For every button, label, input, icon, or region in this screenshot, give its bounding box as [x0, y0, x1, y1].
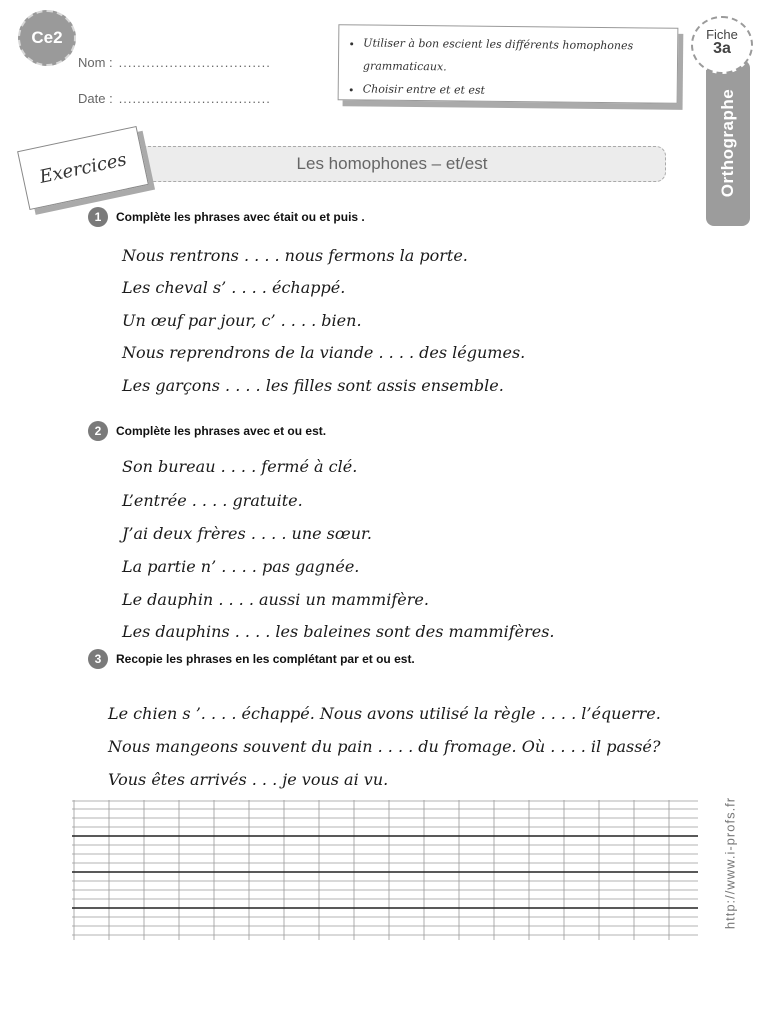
date-label: Date : [78, 91, 113, 106]
exercise-3-header [88, 649, 415, 669]
exercise-instruction: Complète les phrases avec et ou est. [116, 424, 327, 438]
name-dots: ................................. [118, 55, 271, 70]
sentence: L’entrée . . . . gratuite. [122, 491, 303, 510]
date-dots: ................................. [118, 91, 271, 106]
exercise-number-badge: 2 [88, 421, 108, 441]
exercices-tag-label: Exercices [37, 148, 129, 188]
objective-item: • Utiliser à bon escient les différents homophones grammaticaux. [363, 31, 667, 80]
name-label: Nom : [78, 55, 113, 70]
exercices-tag [17, 126, 149, 210]
sentence: Nous reprendrons de la viande . . . . des légumes. [122, 343, 526, 362]
sentence: Les dauphins . . . . les baleines sont des mammifères. [122, 622, 555, 641]
objective-item: • Choisir entre et et est [363, 77, 667, 103]
objectives-list [347, 31, 668, 103]
sentence: Son bureau . . . . fermé à clé. [122, 457, 358, 476]
fiche-badge [691, 16, 753, 74]
exercise-number-badge: 1 [88, 207, 108, 227]
subject-tab [706, 60, 750, 226]
title-bar [118, 146, 666, 182]
sentence: Nous rentrons . . . . nous fermons la porte. [122, 246, 468, 265]
sentence: Le dauphin . . . . aussi un mammifère. [122, 590, 429, 609]
subject-label: Orthographe [718, 88, 737, 198]
source-url [718, 788, 742, 938]
writing-lines[interactable] [72, 800, 698, 940]
sentence: Vous êtes arrivés . . . je vous ai vu. [108, 770, 389, 789]
exercise-number-badge: 3 [88, 649, 108, 669]
exercise-1-header [88, 207, 365, 227]
date-field [78, 91, 271, 106]
exercise-instruction: Recopie les phrases en les complétant par et ou est. [116, 652, 415, 666]
fiche-label: Fiche [706, 27, 738, 42]
sentence: La partie n’ . . . . pas gagnée. [122, 557, 360, 576]
writing-grid [72, 800, 698, 940]
source-url-text: http://www.i-profs.fr [722, 796, 738, 930]
sentence: Les cheval s’ . . . . échappé. [122, 278, 346, 297]
exercise-instruction: Complète les phrases avec était ou et puis . [116, 210, 365, 224]
sentence: Nous mangeons souvent du pain . . . . du fromage. Où . . . . il passé? [108, 737, 661, 756]
page-title: Les homophones – et/est [296, 154, 488, 173]
sentence: Les garçons . . . . les filles sont assis ensemble. [122, 376, 504, 395]
name-field [78, 55, 271, 70]
level-badge [18, 10, 76, 66]
sentence: J’ai deux frères . . . . une sœur. [122, 524, 372, 543]
exercise-2-header [88, 421, 326, 441]
level-text: Ce2 [31, 28, 63, 47]
sentence: Le chien s ’. . . . échappé. Nous avons utilisé la règle . . . . l’équerre. [108, 704, 661, 723]
objectives-card [338, 24, 679, 104]
fiche-number: 3a [713, 40, 731, 57]
sentence: Un œuf par jour, c’ . . . . bien. [122, 311, 362, 330]
